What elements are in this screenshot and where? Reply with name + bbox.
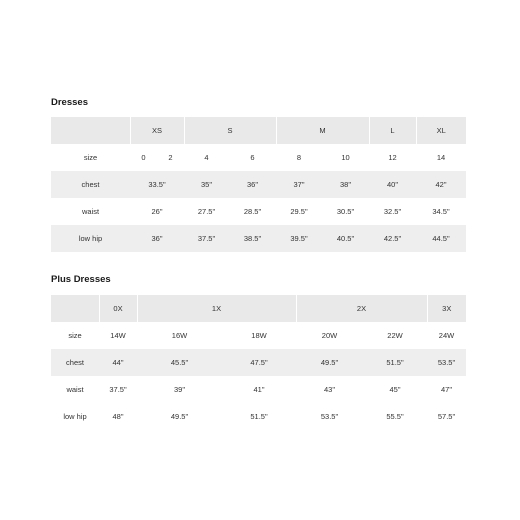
dresses-size-table [51, 117, 466, 252]
cell [130, 144, 184, 171]
cell: 38" [322, 171, 369, 198]
row-label: low hip [63, 412, 87, 421]
cell: 48" [112, 412, 124, 421]
cell: 42" [416, 171, 466, 198]
row-label: waist [81, 207, 100, 216]
cell: 44.5" [416, 225, 466, 252]
cell: 26" [151, 207, 163, 216]
plus-row-waist [51, 376, 466, 403]
header-s: S [184, 117, 276, 144]
plus-dresses-title: Plus Dresses [51, 274, 111, 285]
cell: 37" [276, 171, 322, 198]
cell: 27.5" [197, 207, 216, 216]
header-blank-cell [51, 117, 130, 144]
cell: 45.5" [137, 349, 222, 376]
cell: 35" [184, 171, 229, 198]
header-l: L [369, 117, 416, 144]
plus-header-row [51, 295, 466, 322]
cell: 29.5" [290, 207, 308, 216]
cell: 4 [204, 153, 209, 162]
dresses-row-low-hip [51, 225, 466, 252]
cell-value: 2 [168, 153, 173, 162]
row-label: size [83, 153, 98, 162]
cell: 8 [296, 153, 302, 162]
cell: 57.5" [437, 412, 456, 421]
cell: 40.5" [322, 225, 369, 252]
cell: 41" [253, 385, 265, 394]
header-2x: 2X [296, 295, 427, 322]
plus-row-chest [51, 349, 466, 376]
cell: 51.5" [250, 412, 268, 421]
header-0x: 0X [99, 295, 137, 322]
cell: 14W [110, 331, 126, 340]
cell: 39" [173, 385, 185, 394]
cell: 53.5" [427, 349, 466, 376]
cell: 45" [389, 385, 401, 394]
cell: 22W [387, 331, 403, 340]
row-label: low hip [51, 225, 130, 252]
dresses-row-waist [51, 198, 466, 225]
row-label: waist [66, 385, 84, 394]
header-xl: XL [416, 117, 466, 144]
cell: 43" [323, 385, 335, 394]
header-m: M [276, 117, 369, 144]
cell: 37.5" [109, 385, 127, 394]
cell: 53.5" [320, 412, 339, 421]
cell: 44" [99, 349, 137, 376]
cell: 40" [369, 171, 416, 198]
cell: 14 [436, 153, 446, 162]
cell: 37.5" [184, 225, 229, 252]
cell: 24W [438, 331, 455, 340]
cell: 10 [341, 153, 350, 162]
cell: 36" [130, 225, 184, 252]
plus-dresses-size-table [51, 295, 466, 430]
cell: 51.5" [363, 349, 427, 376]
cell: 49.5" [170, 412, 189, 421]
cell: 28.5" [243, 207, 262, 216]
cell: 33.5" [130, 171, 184, 198]
header-1x: 1X [137, 295, 296, 322]
header-blank-cell [51, 295, 99, 322]
plus-row-low-hip [51, 403, 466, 430]
dresses-row-size [51, 144, 466, 171]
plus-row-size [51, 322, 466, 349]
cell: 30.5" [336, 207, 355, 216]
cell: 36" [229, 171, 276, 198]
cell: 20W [321, 331, 338, 340]
cell: 6 [250, 153, 255, 162]
cell: 16W [171, 331, 188, 340]
cell: 55.5" [386, 412, 404, 421]
cell: 18W [251, 331, 267, 340]
cell: 12 [388, 153, 397, 162]
cell: 47.5" [222, 349, 296, 376]
header-xs: XS [130, 117, 184, 144]
dresses-row-chest [51, 171, 466, 198]
cell: 38.5" [229, 225, 276, 252]
row-label: chest [51, 349, 99, 376]
cell: 39.5" [276, 225, 322, 252]
dresses-title: Dresses [51, 97, 88, 108]
row-label: size [68, 331, 82, 340]
header-3x: 3X [427, 295, 466, 322]
dresses-header-row [51, 117, 466, 144]
row-label: chest [51, 171, 130, 198]
cell-value: 0 [141, 153, 146, 162]
cell: 49.5" [296, 349, 363, 376]
cell: 32.5" [383, 207, 402, 216]
cell: 42.5" [369, 225, 416, 252]
cell: 34.5" [432, 207, 450, 216]
cell: 47" [440, 385, 452, 394]
